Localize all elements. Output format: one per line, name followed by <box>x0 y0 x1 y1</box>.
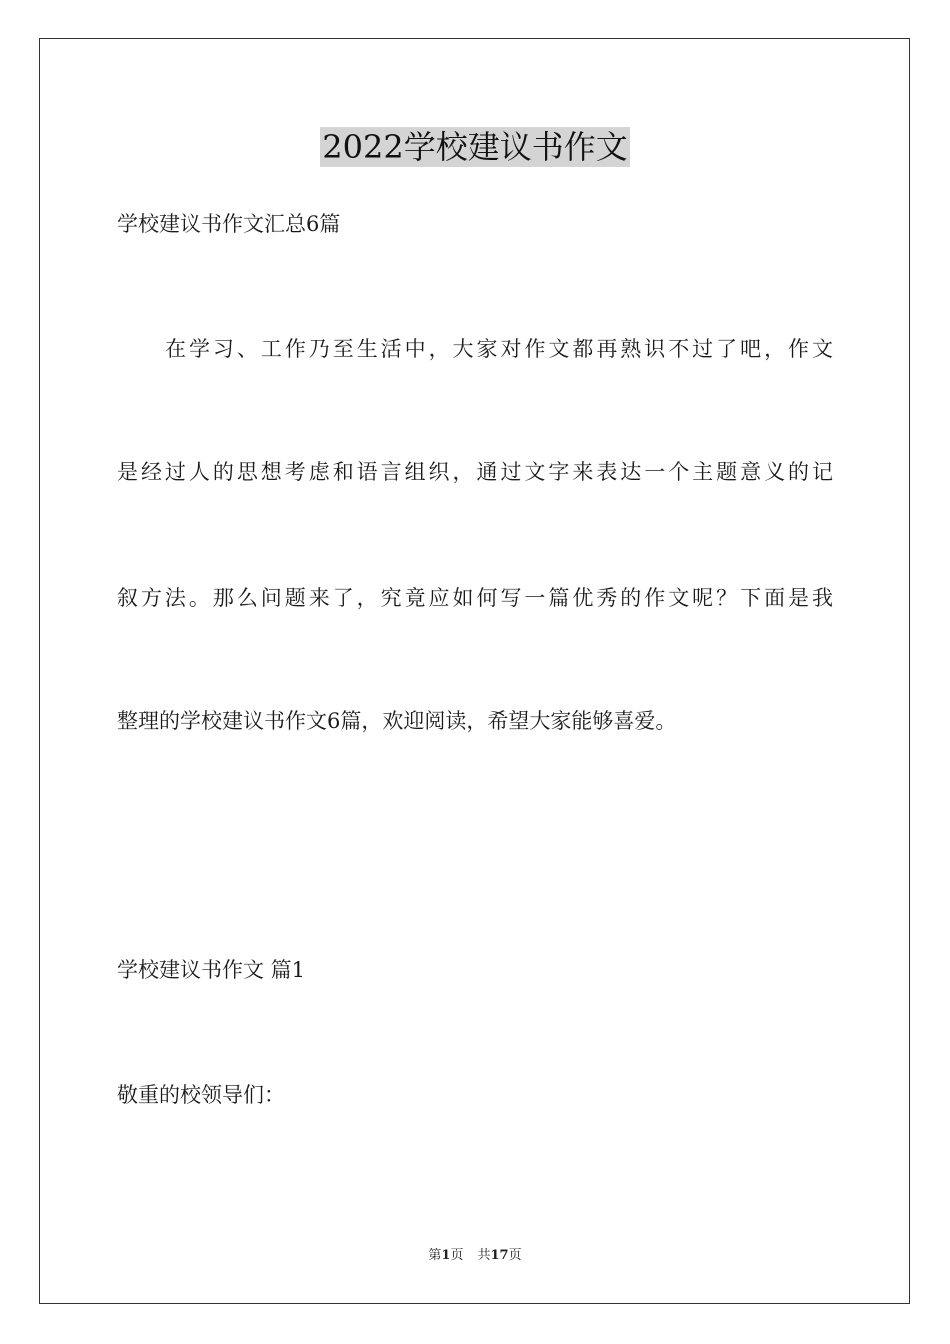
footer-total-pages: 17 <box>490 1248 509 1263</box>
page-footer <box>0 1246 950 1266</box>
document-title: 2022学校建议书作文 <box>322 128 628 166</box>
footer-page-suffix: 页 <box>450 1248 464 1263</box>
section-heading: 学校建议书作文 篇1 <box>117 958 306 982</box>
footer-total-suffix: 页 <box>508 1248 522 1263</box>
document-subtitle: 学校建议书作文汇总6篇 <box>117 212 341 236</box>
footer-page-number: 1 <box>441 1248 451 1263</box>
intro-paragraph-line-2: 是经过人的思想考虑和语言组织，通过文字来表达一个主题意义的记 <box>117 460 833 484</box>
intro-paragraph-line-1: 在学习、工作乃至生活中，大家对作文都再熟识不过了吧，作文 <box>165 337 833 361</box>
title-container <box>0 127 950 167</box>
intro-paragraph-line-3: 叙方法。那么问题来了，究竟应如何写一篇优秀的作文呢？下面是我 <box>117 586 833 610</box>
intro-paragraph-line-4: 整理的学校建议书作文6篇，欢迎阅读，希望大家能够喜爱。 <box>117 709 677 733</box>
salutation: 敬重的校领导们： <box>117 1083 285 1107</box>
footer-page-prefix: 第 <box>428 1248 442 1263</box>
footer-total-prefix: 共 <box>477 1248 491 1263</box>
